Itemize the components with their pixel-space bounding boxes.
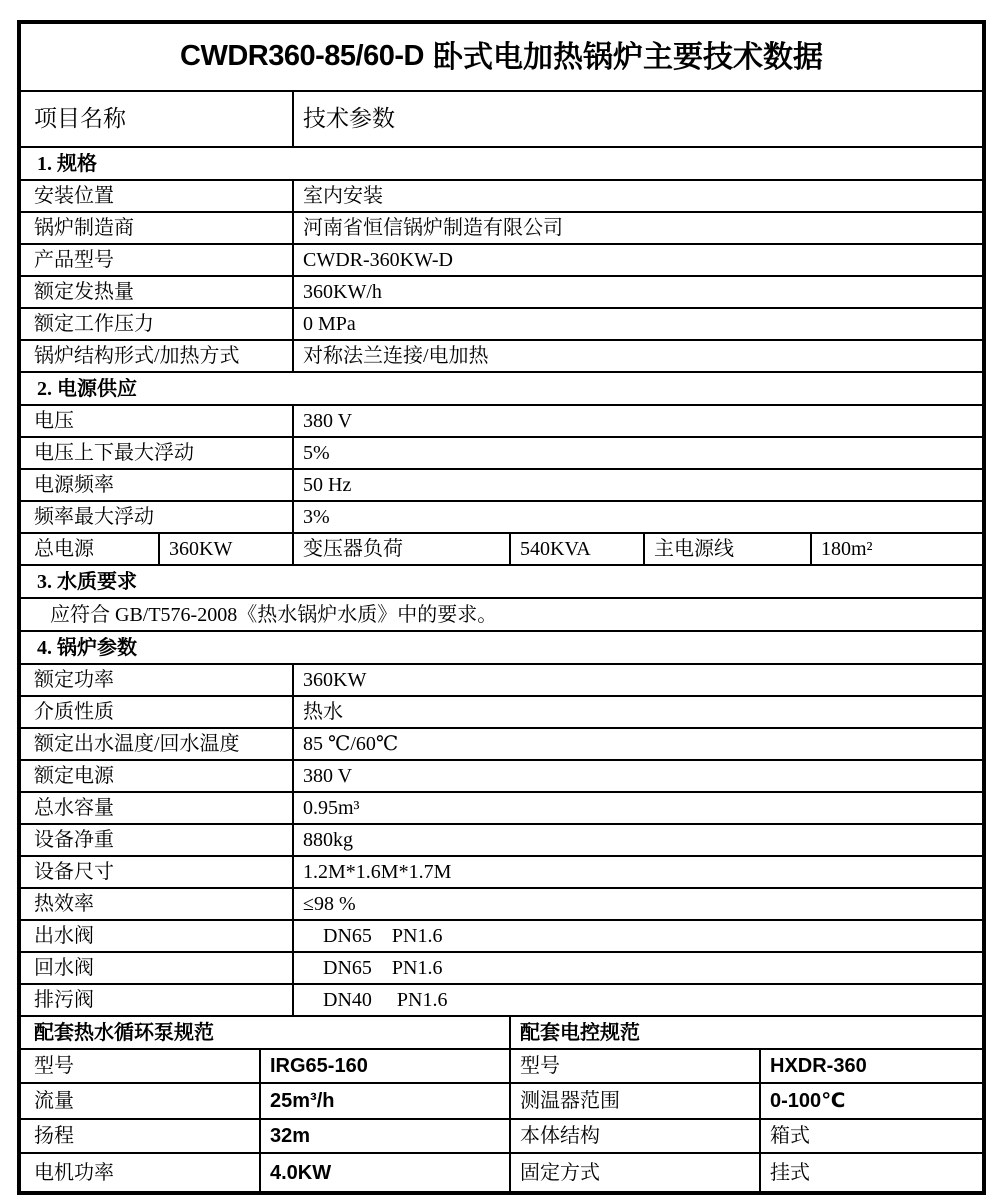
table-row — [21, 855, 982, 887]
row-label: 电压 — [21, 406, 294, 436]
row-label: 额定发热量 — [21, 277, 294, 307]
water-quality-note-row — [21, 597, 982, 630]
row-value: DN40 PN1.6 — [323, 989, 448, 1011]
table-row — [21, 211, 982, 243]
row-value: 箱式 — [770, 1125, 810, 1147]
row-value: 河南省恒信锅炉制造有限公司 — [303, 217, 563, 239]
row-label: 额定工作压力 — [21, 309, 294, 339]
row-value: HXDR-360 — [770, 1055, 867, 1077]
row-value: 380 V — [303, 410, 353, 432]
row-label: 设备净重 — [21, 825, 294, 855]
row-label: 出水阀 — [21, 921, 294, 951]
row-value: CWDR-360KW-D — [303, 249, 453, 271]
section-heading-label: 4. 锅炉参数 — [37, 636, 137, 659]
row-value: 3% — [303, 506, 330, 528]
control-spec-heading: 配套电控规范 — [520, 1021, 640, 1044]
row-value: 880kg — [303, 829, 353, 851]
section-heading-label: 1. 规格 — [37, 152, 97, 175]
table-row — [21, 339, 982, 371]
row-value: 360KW — [303, 669, 367, 691]
row-value: 1.2M*1.6M*1.7M — [303, 861, 452, 883]
total-power-label: 总电源 — [21, 534, 160, 564]
table-row — [21, 179, 982, 211]
table-row — [21, 663, 982, 695]
row-label: 产品型号 — [21, 245, 294, 275]
pump-panel-row — [21, 1082, 982, 1118]
row-label: 型号 — [511, 1050, 761, 1082]
table-row — [21, 500, 982, 532]
row-label: 安装位置 — [21, 181, 294, 211]
section-heading-label: 2. 电源供应 — [37, 377, 137, 400]
section-heading-water — [21, 564, 982, 597]
row-value: 4.0KW — [261, 1154, 511, 1191]
section-heading-label: 3. 水质要求 — [37, 570, 137, 593]
column-header-row — [21, 90, 982, 146]
column-header-item-name: 项目名称 — [21, 92, 294, 146]
row-value: 50 Hz — [303, 474, 352, 496]
row-label: 测温器范围 — [511, 1084, 761, 1118]
table-row — [21, 307, 982, 339]
row-label: 电压上下最大浮动 — [21, 438, 294, 468]
transformer-load-label: 变压器负荷 — [294, 534, 511, 564]
row-label: 介质性质 — [21, 697, 294, 727]
pump-panel-header-row — [21, 1015, 982, 1048]
transformer-load-value: 540KVA — [511, 534, 645, 564]
row-value: DN65 PN1.6 — [323, 957, 443, 979]
table-row — [21, 727, 982, 759]
table-row — [21, 951, 982, 983]
table-title-row — [21, 24, 982, 90]
row-label: 排污阀 — [21, 985, 294, 1015]
water-quality-note: 应符合 GB/T576-2008《热水锅炉水质》中的要求。 — [50, 603, 498, 626]
table-row — [21, 275, 982, 307]
row-value: 室内安装 — [303, 185, 383, 207]
table-row — [21, 695, 982, 727]
row-value: 360KW/h — [303, 281, 382, 303]
pump-panel-row — [21, 1152, 982, 1191]
row-label: 回水阀 — [21, 953, 294, 983]
column-header-tech-params: 技术参数 — [303, 106, 395, 132]
row-value: 85 ℃/60℃ — [303, 733, 399, 755]
table-row — [21, 823, 982, 855]
row-label: 固定方式 — [511, 1154, 761, 1191]
row-value: IRG65-160 — [261, 1050, 511, 1082]
table-row — [21, 468, 982, 500]
table-row — [21, 983, 982, 1015]
row-label: 扬程 — [21, 1120, 261, 1152]
row-value: 0 MPa — [303, 313, 356, 335]
row-value: DN65 PN1.6 — [323, 925, 443, 947]
row-label: 总水容量 — [21, 793, 294, 823]
row-label: 本体结构 — [511, 1120, 761, 1152]
table-row — [21, 404, 982, 436]
row-value: 对称法兰连接/电加热 — [303, 345, 489, 367]
main-power-line-value: 180m² — [821, 538, 873, 560]
row-label: 频率最大浮动 — [21, 502, 294, 532]
spec-table — [17, 20, 986, 1195]
row-value: ≤98 % — [303, 893, 356, 915]
row-label: 额定功率 — [21, 665, 294, 695]
table-row — [21, 791, 982, 823]
row-label: 流量 — [21, 1084, 261, 1118]
row-label: 设备尺寸 — [21, 857, 294, 887]
row-value: 380 V — [303, 765, 353, 787]
table-row — [21, 887, 982, 919]
main-power-line-label: 主电源线 — [645, 534, 812, 564]
pump-panel-row — [21, 1048, 982, 1082]
table-row — [21, 759, 982, 791]
row-label: 电机功率 — [21, 1154, 261, 1191]
row-label: 锅炉制造商 — [21, 213, 294, 243]
row-label: 额定出水温度/回水温度 — [21, 729, 294, 759]
section-heading-power — [21, 371, 982, 404]
boiler-model-code: CWDR360-85/60-D — [180, 41, 424, 73]
row-label: 热效率 — [21, 889, 294, 919]
row-value: 0-100℃ — [770, 1090, 846, 1112]
row-label: 电源频率 — [21, 470, 294, 500]
section-heading-spec — [21, 146, 982, 179]
row-value: 挂式 — [770, 1161, 810, 1184]
section-heading-boiler — [21, 630, 982, 663]
row-value: 25m³/h — [261, 1084, 511, 1118]
row-label: 额定电源 — [21, 761, 294, 791]
row-value: 5% — [303, 442, 330, 464]
row-label: 锅炉结构形式/加热方式 — [21, 341, 294, 371]
table-title: 卧式电加热锅炉主要技术数据 — [432, 40, 823, 74]
table-row — [21, 436, 982, 468]
power-summary-row — [21, 532, 982, 564]
row-value: 热水 — [303, 701, 343, 723]
pump-panel-row — [21, 1118, 982, 1152]
total-power-value: 360KW — [160, 534, 294, 564]
pump-spec-heading: 配套热水循环泵规范 — [21, 1017, 511, 1048]
row-label: 型号 — [21, 1050, 261, 1082]
table-row — [21, 243, 982, 275]
row-value: 0.95m³ — [303, 797, 360, 819]
table-row — [21, 919, 982, 951]
row-value: 32m — [261, 1120, 511, 1152]
